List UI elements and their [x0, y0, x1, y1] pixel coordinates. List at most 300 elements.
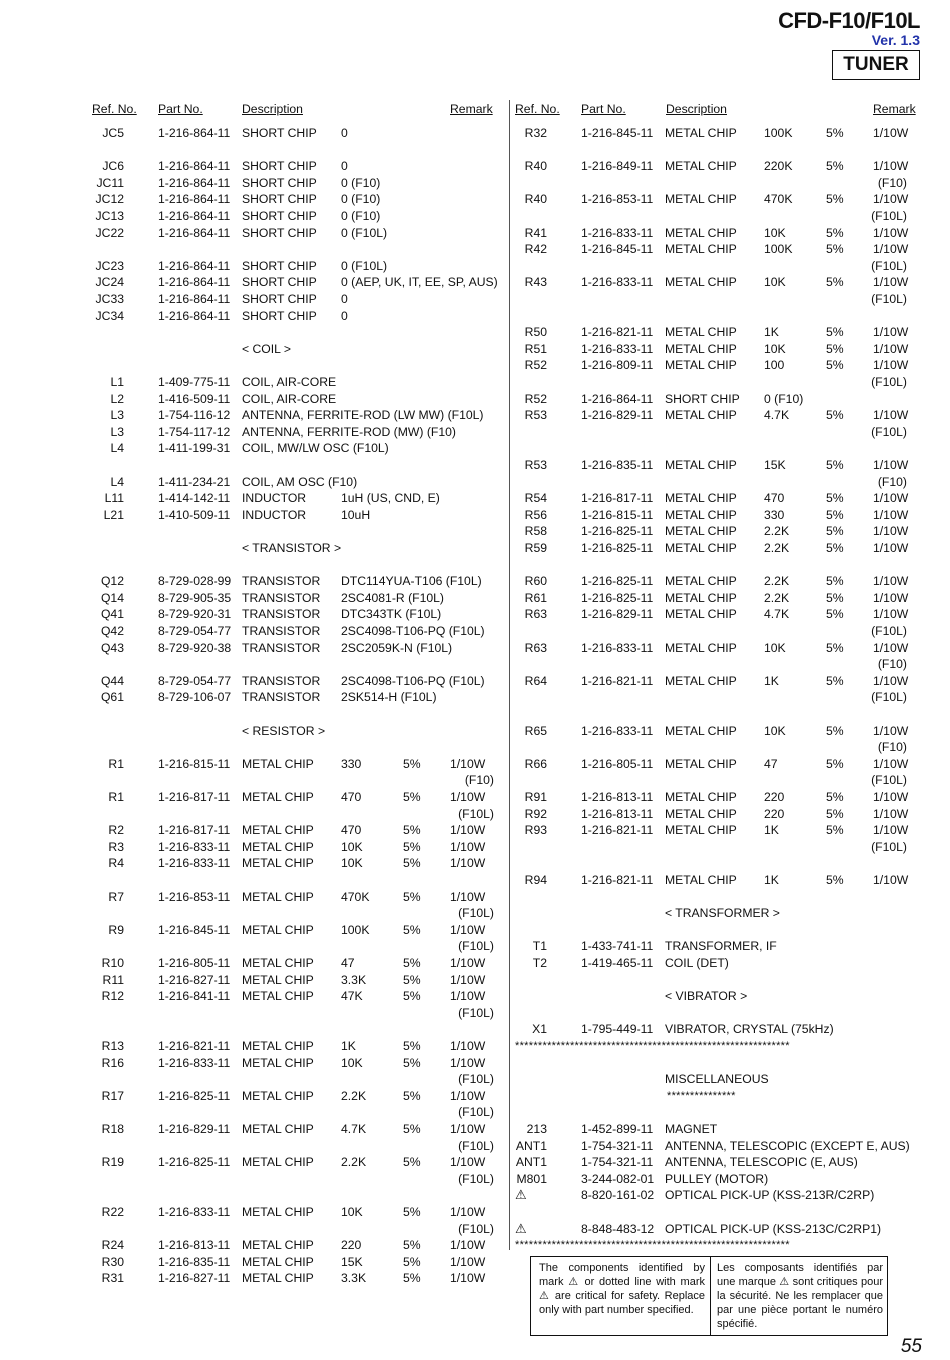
- remark-continuation: [92, 1138, 502, 1154]
- remark-continuation: [515, 374, 915, 390]
- part-value: 3.3K: [341, 972, 367, 987]
- part-row: [515, 125, 915, 141]
- part-row: [515, 640, 915, 656]
- part-number: 1-216-829-11: [158, 1122, 231, 1136]
- ref-number: R9: [108, 922, 124, 937]
- part-value: 2.2K: [341, 1088, 367, 1103]
- ref-number: R7: [108, 889, 124, 904]
- part-remark: (F10L): [871, 839, 907, 854]
- section-heading-label: < RESISTOR >: [242, 723, 326, 738]
- part-number: 1-754-321-11: [581, 1155, 654, 1170]
- ref-number: JC11: [96, 175, 124, 190]
- part-remark: (F10L): [458, 939, 494, 954]
- part-description: METAL CHIP: [242, 856, 314, 871]
- warning-triangle-icon: ⚠: [515, 1220, 527, 1236]
- part-remark: (F10L): [871, 375, 907, 389]
- part-row: [515, 158, 915, 174]
- part-remark: (F10L): [871, 258, 907, 273]
- ref-number: R91: [524, 790, 547, 804]
- part-number: 1-216-821-11: [581, 673, 654, 688]
- part-remark: (F10L): [458, 1221, 494, 1236]
- part-description: SHORT CHIP: [242, 258, 317, 273]
- ref-number: R54: [524, 491, 547, 506]
- column-header-remark: Remark: [873, 102, 916, 116]
- part-tolerance: 5%: [826, 242, 844, 257]
- remark-continuation: [515, 175, 915, 191]
- ref-number: R63: [524, 607, 547, 622]
- remark-continuation: [515, 839, 915, 855]
- ref-number: Q42: [100, 624, 124, 638]
- part-value: 3.3K: [341, 1271, 367, 1286]
- ref-number: R1: [108, 790, 124, 804]
- part-row: [92, 1055, 502, 1071]
- part-row: [92, 308, 502, 324]
- part-description: TRANSISTOR: [242, 590, 321, 605]
- part-number: 8-729-028-99: [158, 574, 232, 589]
- part-row: [92, 673, 502, 689]
- part-row: [515, 241, 915, 257]
- part-wattage: 1/10W: [873, 673, 909, 688]
- part-description: METAL CHIP: [665, 491, 737, 506]
- part-description: METAL CHIP: [665, 806, 737, 821]
- part-number: 8-729-106-07: [158, 690, 232, 705]
- part-wattage: 1/10W: [873, 640, 909, 655]
- safety-notice-box: [530, 1256, 888, 1336]
- part-remark: (F10L): [871, 292, 907, 306]
- part-tolerance: 5%: [403, 922, 421, 937]
- part-number: 1-216-813-11: [158, 1238, 231, 1253]
- part-value: 47: [764, 756, 778, 771]
- part-row: [515, 324, 915, 340]
- remark-continuation: [92, 1221, 502, 1237]
- part-remark: (F10L): [458, 906, 494, 921]
- ref-number: JC24: [95, 275, 124, 290]
- part-number: 1-452-899-11: [581, 1122, 654, 1136]
- part-number: 1-216-864-11: [158, 292, 231, 306]
- part-tolerance: 5%: [826, 275, 844, 290]
- part-number: 1-216-833-11: [581, 341, 654, 356]
- part-wattage: 1/10W: [450, 1238, 486, 1253]
- part-description: COIL (DET): [665, 956, 729, 970]
- part-tolerance: 5%: [826, 507, 844, 522]
- part-row: [92, 490, 502, 506]
- part-remark: (F10L): [871, 624, 907, 638]
- part-description: METAL CHIP: [242, 1205, 314, 1219]
- ref-number: R22: [101, 1205, 124, 1219]
- part-number: 1-754-116-12: [158, 408, 231, 423]
- part-description: METAL CHIP: [242, 989, 314, 1004]
- part-number: 8-848-483-12: [581, 1221, 655, 1236]
- section-heading-label: MISCELLANEOUS: [665, 1072, 769, 1087]
- part-description: METAL CHIP: [665, 358, 737, 373]
- part-row: [92, 855, 502, 871]
- part-description: METAL CHIP: [665, 242, 737, 257]
- part-description: METAL CHIP: [242, 1122, 314, 1136]
- part-value: 220: [764, 790, 785, 804]
- ref-number: R12: [101, 989, 124, 1004]
- part-number: 1-216-825-11: [581, 541, 654, 555]
- ref-number: R94: [524, 873, 547, 887]
- part-wattage: 1/10W: [450, 1155, 486, 1170]
- part-description: METAL CHIP: [242, 956, 314, 970]
- ref-number: R1: [108, 756, 124, 771]
- part-wattage: 1/10W: [873, 524, 909, 539]
- part-tolerance: 5%: [826, 806, 844, 821]
- part-row: [515, 274, 915, 290]
- part-wattage: 1/10W: [873, 590, 909, 605]
- part-description: COIL, AIR-CORE: [242, 375, 337, 389]
- ref-number: L4: [110, 474, 124, 489]
- part-tolerance: 5%: [403, 856, 421, 871]
- part-value: 2.2K: [764, 541, 790, 555]
- part-number: 1-216-864-11: [158, 209, 231, 223]
- part-tolerance: 5%: [826, 458, 844, 472]
- ref-number: R11: [102, 972, 124, 987]
- section-heading-label: < TRANSISTOR >: [242, 541, 342, 555]
- part-row: [515, 191, 915, 207]
- part-tolerance: 5%: [403, 1055, 421, 1070]
- part-row: [92, 191, 502, 207]
- part-tolerance: 5%: [826, 341, 844, 356]
- ref-number: R2: [108, 823, 124, 838]
- part-number: 1-216-833-11: [581, 723, 654, 738]
- ref-number: R61: [524, 590, 547, 605]
- part-tolerance: 5%: [403, 790, 421, 804]
- column-header-description: Description: [242, 102, 303, 116]
- ref-number: JC13: [95, 209, 124, 223]
- part-value: 470K: [764, 192, 793, 207]
- part-number: 1-216-827-11: [158, 1271, 231, 1286]
- ref-number: R42: [524, 242, 547, 257]
- part-wattage: 1/10W: [873, 823, 909, 838]
- part-value: 4.7K: [764, 408, 790, 423]
- part-tolerance: 5%: [403, 889, 421, 904]
- ref-number: JC34: [95, 308, 124, 323]
- part-value: 47: [341, 956, 355, 970]
- part-row: [92, 391, 502, 407]
- part-row: [515, 507, 915, 523]
- part-description: INDUCTOR: [242, 507, 307, 522]
- part-tolerance: 5%: [403, 1122, 421, 1136]
- safety-notice-english: The components identified by mark ⚠ or dotted line with mark ⚠ are critical for safety. Replace only with part number specified.: [539, 1262, 705, 1316]
- part-remark: (F10L): [871, 690, 907, 705]
- part-row: [92, 208, 502, 224]
- remark-continuation: [92, 772, 502, 788]
- part-value: 2SC4081-R (F10L): [341, 590, 444, 605]
- part-wattage: 1/10W: [450, 790, 486, 804]
- part-number: 1-216-864-11: [158, 308, 231, 323]
- part-tolerance: 5%: [826, 541, 844, 555]
- part-description: SHORT CHIP: [242, 292, 317, 306]
- part-wattage: 1/10W: [873, 574, 909, 589]
- part-wattage: 1/10W: [873, 358, 909, 373]
- asterisk-separator: [515, 1038, 915, 1054]
- ref-number: 213: [526, 1122, 547, 1136]
- part-wattage: 1/10W: [450, 922, 486, 937]
- part-number: 1-419-465-11: [581, 956, 654, 970]
- part-value: 10K: [764, 225, 786, 240]
- part-wattage: 1/10W: [873, 756, 909, 771]
- part-description: METAL CHIP: [665, 159, 737, 174]
- part-number: 1-216-833-11: [581, 225, 654, 240]
- part-description: METAL CHIP: [665, 723, 737, 738]
- ref-number: R65: [524, 723, 547, 738]
- ref-number: R13: [101, 1039, 124, 1053]
- part-row: [92, 424, 502, 440]
- part-value: 15K: [341, 1254, 363, 1269]
- part-description: METAL CHIP: [242, 972, 314, 987]
- part-remark: (F10L): [458, 1105, 494, 1120]
- part-number: 1-216-833-11: [158, 1055, 231, 1070]
- part-row: [515, 806, 915, 822]
- part-description: METAL CHIP: [665, 673, 737, 688]
- part-value: 330: [341, 756, 362, 771]
- part-wattage: 1/10W: [873, 225, 909, 240]
- ref-number: R56: [524, 507, 547, 522]
- part-number: 8-729-054-77: [158, 673, 232, 688]
- part-tolerance: 5%: [403, 756, 421, 771]
- part-value: 10K: [341, 1205, 363, 1219]
- part-row: [515, 1138, 915, 1154]
- part-number: 1-411-199-31: [158, 441, 231, 456]
- part-number: 1-216-845-11: [158, 922, 231, 937]
- ref-number: R51: [524, 341, 547, 356]
- part-number: 1-216-853-11: [158, 889, 231, 904]
- part-wattage: 1/10W: [873, 159, 909, 174]
- ref-number: R58: [524, 524, 547, 539]
- part-row: [92, 988, 502, 1004]
- part-tolerance: 5%: [403, 1088, 421, 1103]
- part-remark: (F10): [877, 657, 907, 672]
- ref-number: Q43: [100, 640, 124, 655]
- remark-continuation: [515, 208, 915, 224]
- part-description: SHORT CHIP: [242, 159, 317, 174]
- part-number: 1-216-833-11: [158, 1205, 231, 1219]
- part-number: 1-216-833-11: [581, 275, 654, 290]
- ref-number: R19: [101, 1155, 124, 1170]
- ref-number: R66: [524, 756, 547, 771]
- part-description: VIBRATOR, CRYSTAL (75kHz): [665, 1022, 834, 1037]
- part-description: ANTENNA, TELESCOPIC (E, AUS): [665, 1155, 858, 1170]
- part-tolerance: 5%: [826, 790, 844, 804]
- part-tolerance: 5%: [826, 873, 844, 887]
- part-tolerance: 5%: [826, 607, 844, 622]
- section-heading: [515, 988, 915, 1004]
- part-value: 10K: [341, 1055, 363, 1070]
- part-wattage: 1/10W: [873, 806, 909, 821]
- part-tolerance: 5%: [826, 126, 844, 140]
- part-description: PULLEY (MOTOR): [665, 1171, 769, 1186]
- part-description: METAL CHIP: [242, 1238, 314, 1253]
- part-wattage: 1/10W: [450, 956, 486, 970]
- ref-number: JC6: [102, 159, 124, 174]
- part-remark: (F10): [464, 773, 494, 788]
- part-tolerance: 5%: [403, 972, 421, 987]
- part-wattage: 1/10W: [873, 723, 909, 738]
- ref-number: Q14: [100, 590, 124, 605]
- part-row: [92, 1121, 502, 1137]
- part-number: 1-216-833-11: [581, 640, 654, 655]
- part-value: 0 (F10L): [341, 258, 388, 273]
- part-wattage: 1/10W: [873, 607, 909, 622]
- part-wattage: 1/10W: [873, 790, 909, 804]
- part-number: 1-216-817-11: [158, 823, 231, 838]
- part-value: 1K: [764, 823, 779, 838]
- part-number: 1-216-841-11: [158, 989, 231, 1004]
- ref-number: L2: [110, 391, 124, 406]
- part-number: 1-216-864-11: [158, 258, 231, 273]
- part-row: [515, 673, 915, 689]
- part-row: [92, 1038, 502, 1054]
- part-description: MAGNET: [665, 1122, 718, 1136]
- ref-number: JC33: [95, 292, 124, 306]
- part-description: TRANSFORMER, IF: [665, 939, 777, 954]
- ref-number: L21: [103, 507, 124, 522]
- column-header-part: Part No.: [158, 102, 203, 116]
- part-wattage: 1/10W: [450, 756, 486, 771]
- part-value: 1K: [764, 873, 779, 887]
- part-value: 0 (AEP, UK, IT, EE, SP, AUS): [341, 275, 498, 290]
- part-number: 1-414-142-11: [158, 491, 231, 506]
- part-description: TRANSISTOR: [242, 673, 321, 688]
- part-wattage: 1/10W: [873, 507, 909, 522]
- ref-number: ANT1: [515, 1155, 547, 1170]
- safety-part-row: [515, 1187, 915, 1203]
- part-value: 470: [341, 823, 362, 838]
- part-description: ANTENNA, FERRITE-ROD (MW) (F10): [242, 424, 456, 439]
- part-row: [515, 1171, 915, 1187]
- part-value: 2.2K: [341, 1155, 367, 1170]
- part-value: 2SK514-H (F10L): [341, 690, 437, 705]
- part-tolerance: 5%: [403, 1238, 421, 1253]
- part-tolerance: 5%: [403, 989, 421, 1004]
- part-number: 1-216-817-11: [581, 491, 654, 506]
- part-number: 1-216-864-11: [158, 175, 231, 190]
- ref-number: R30: [101, 1254, 124, 1269]
- part-value: 4.7K: [764, 607, 790, 622]
- safety-part-row: [515, 1221, 915, 1237]
- part-row: [515, 1021, 915, 1037]
- part-description: METAL CHIP: [665, 225, 737, 240]
- part-row: [515, 789, 915, 805]
- part-description: SHORT CHIP: [242, 175, 317, 190]
- remark-continuation: [92, 938, 502, 954]
- remark-continuation: [92, 1071, 502, 1087]
- part-number: 1-216-821-11: [581, 873, 654, 887]
- ref-number: R24: [101, 1238, 124, 1253]
- part-tolerance: 5%: [826, 159, 844, 174]
- section-heading-label: < COIL >: [242, 341, 291, 356]
- part-description: METAL CHIP: [242, 889, 314, 904]
- part-number: 1-216-817-11: [158, 790, 231, 804]
- part-description: METAL CHIP: [665, 590, 737, 605]
- ref-number: R53: [524, 408, 547, 423]
- part-description: SHORT CHIP: [242, 126, 317, 140]
- part-description: METAL CHIP: [665, 458, 737, 472]
- part-number: 8-729-905-35: [158, 590, 232, 605]
- parts-list-right-column: [515, 102, 915, 1282]
- part-row: [92, 756, 502, 772]
- part-tolerance: 5%: [826, 225, 844, 240]
- part-description: METAL CHIP: [665, 823, 737, 838]
- part-row: [92, 822, 502, 838]
- part-row: [92, 258, 502, 274]
- part-value: 2SC2059K-N (F10L): [341, 640, 453, 655]
- part-row: [92, 125, 502, 141]
- ref-number: R60: [524, 574, 547, 589]
- part-row: [92, 789, 502, 805]
- ref-number: Q41: [100, 607, 124, 622]
- part-row: [515, 955, 915, 971]
- column-header-ref: Ref. No.: [515, 102, 560, 116]
- part-description: SHORT CHIP: [242, 225, 317, 240]
- ref-number: R52: [524, 391, 547, 406]
- part-description: TRANSISTOR: [242, 690, 321, 705]
- part-tolerance: 5%: [826, 491, 844, 506]
- part-number: 1-216-845-11: [581, 126, 654, 140]
- part-description: METAL CHIP: [665, 607, 737, 622]
- section-heading-label: < VIBRATOR >: [665, 989, 748, 1004]
- part-value: 10K: [341, 839, 363, 854]
- part-row: [515, 723, 915, 739]
- ref-number: L11: [104, 491, 124, 506]
- part-wattage: 1/10W: [873, 242, 909, 257]
- section-heading-label: < TRANSFORMER >: [665, 906, 780, 921]
- part-wattage: 1/10W: [450, 839, 486, 854]
- part-description: METAL CHIP: [665, 126, 737, 140]
- part-wattage: 1/10W: [873, 491, 909, 506]
- ref-number: R32: [524, 126, 547, 140]
- part-row: [92, 1270, 502, 1286]
- part-description: SHORT CHIP: [242, 275, 317, 290]
- part-number: 1-411-234-21: [158, 474, 231, 489]
- ref-number: R17: [101, 1088, 124, 1103]
- part-value: 15K: [764, 458, 786, 472]
- part-number: 1-216-829-11: [581, 607, 654, 622]
- part-description: OPTICAL PICK-UP (KSS-213C/C2RP1): [665, 1221, 882, 1236]
- part-row: [92, 158, 502, 174]
- remark-continuation: [92, 905, 502, 921]
- part-description: METAL CHIP: [665, 192, 737, 207]
- part-remark: (F10L): [458, 1072, 494, 1087]
- part-description: SHORT CHIP: [242, 308, 317, 323]
- part-value: 1K: [341, 1039, 356, 1053]
- part-row: [515, 341, 915, 357]
- part-row: [92, 606, 502, 622]
- part-remark: (F10L): [871, 773, 907, 788]
- part-number: 1-216-821-11: [581, 325, 654, 340]
- part-row: [515, 756, 915, 772]
- part-description: ANTENNA, TELESCOPIC (EXCEPT E, AUS): [665, 1138, 910, 1153]
- part-number: 8-729-054-77: [158, 624, 232, 638]
- part-row: [515, 573, 915, 589]
- part-number: 1-216-821-11: [581, 823, 654, 838]
- part-wattage: 1/10W: [450, 1055, 486, 1070]
- part-row: [515, 457, 915, 473]
- part-number: 1-216-815-11: [158, 756, 231, 771]
- part-value: 10K: [764, 723, 786, 738]
- part-description: SHORT CHIP: [242, 192, 317, 207]
- part-number: 1-216-805-11: [581, 756, 654, 771]
- part-number: 1-216-864-11: [158, 275, 231, 290]
- ref-number: R41: [524, 225, 547, 240]
- part-description: TRANSISTOR: [242, 607, 321, 622]
- column-header-description: Description: [666, 102, 727, 116]
- part-value: 2.2K: [764, 590, 790, 605]
- part-value: 100K: [764, 126, 793, 140]
- remark-continuation: [515, 772, 915, 788]
- part-row: [92, 640, 502, 656]
